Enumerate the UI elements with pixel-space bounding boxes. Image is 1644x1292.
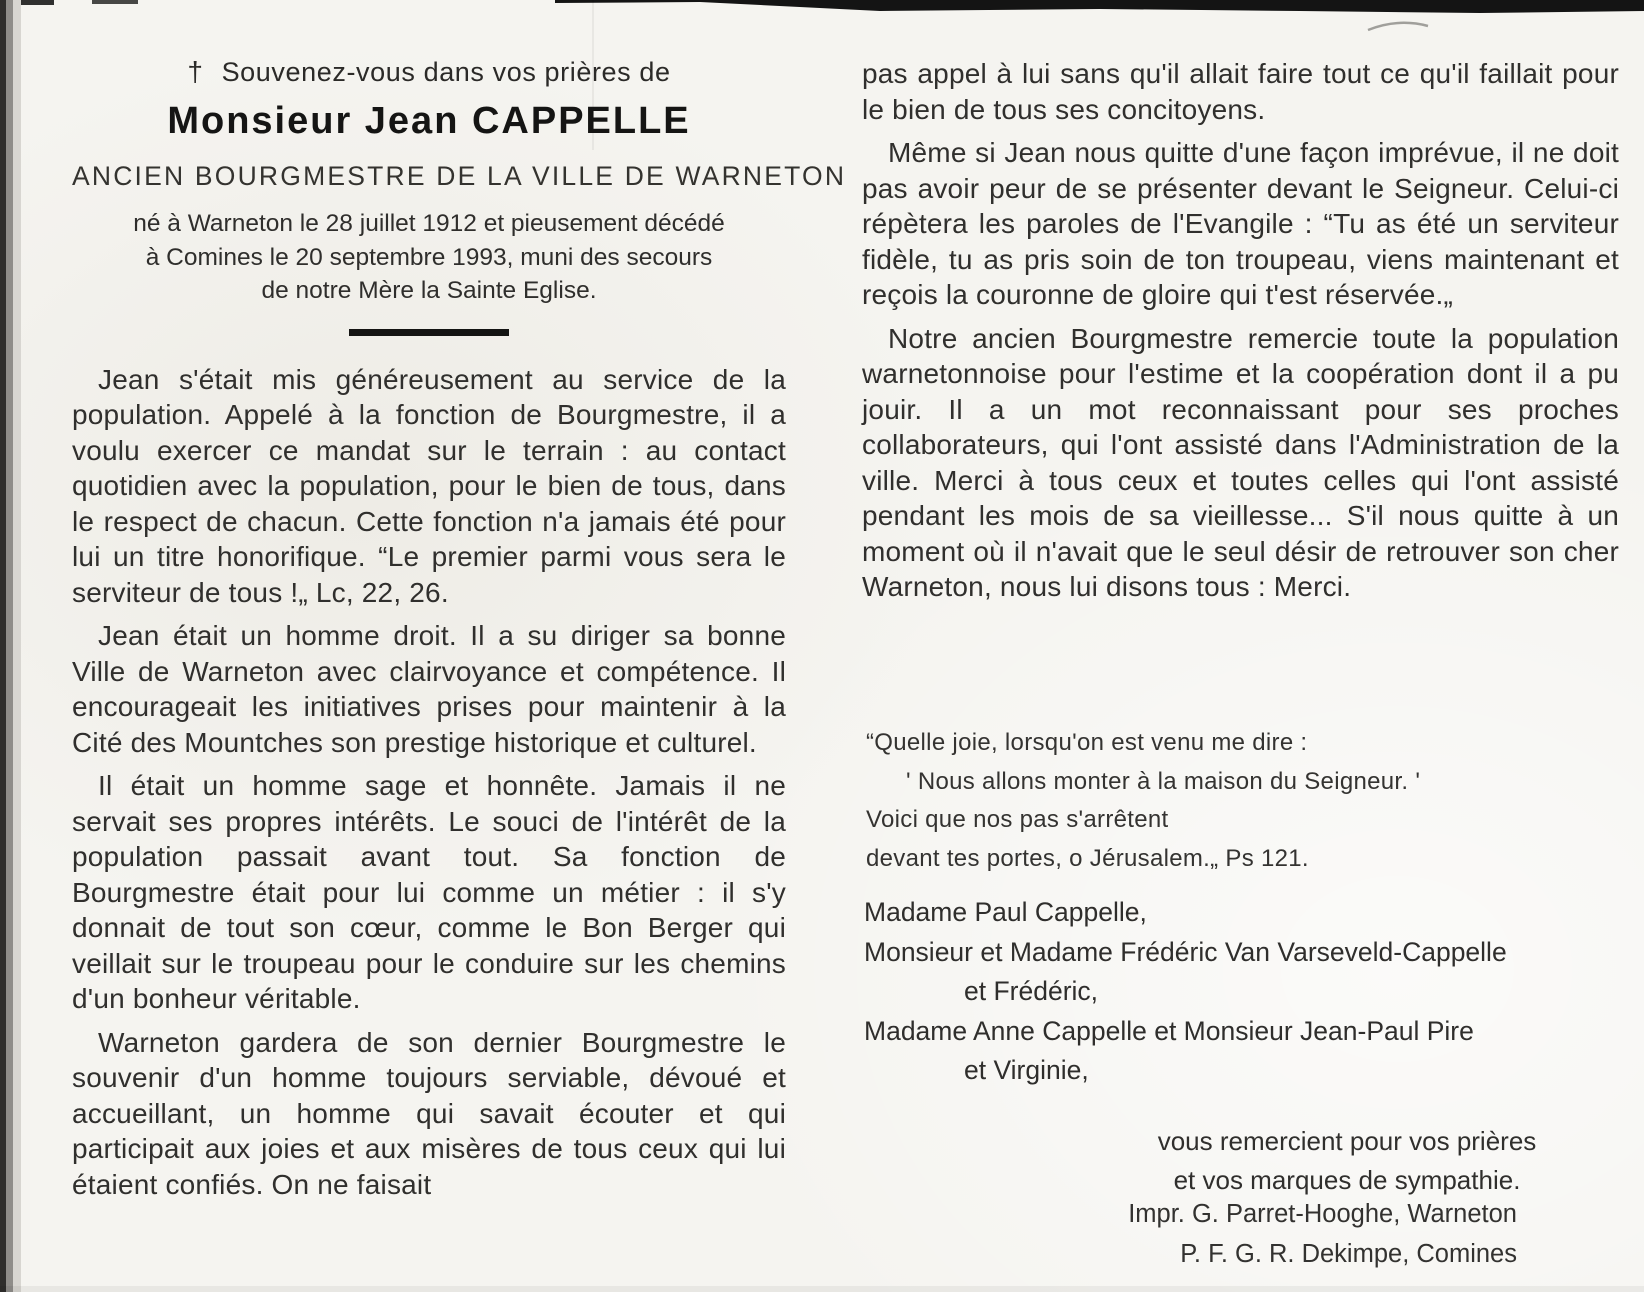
paragraph: Jean était un homme droit. Il a su diriger sa bonne Ville de Warneton avec clairvoyance et compétence. Il encourageait les initiatives prises pour maintenir à la Cité des Mountches son prestige historique et culturel. — [72, 620, 786, 758]
paragraph: Warneton gardera de son dernier Bourgmestre le souvenir d'un homme toujours serviable, dévoué et accueillant, un homme qui savait écouter et qui participait aux joies et aux misères de tous ceux qui lui étaient confiés. On ne faisait — [72, 1026, 786, 1200]
paragraph: pas appel à lui sans qu'il allait faire tout ce qu'il faillait pour le bien de tous ses concitoyens. — [862, 58, 1619, 125]
right-column — [862, 0, 1619, 1292]
psalm-line: “Quelle joie, lorsqu'on est venu me dire : — [866, 729, 1308, 756]
thanks-line: et vos marques de sympathie. — [1173, 1165, 1521, 1195]
psalm-line: Voici que nos pas s'arrêtent — [866, 806, 1169, 833]
vital-dates-line3: de notre Mère la Sainte Eglise. — [261, 277, 597, 304]
scan-artifact-left-edge-mid — [6, 0, 13, 1292]
paragraph: Même si Jean nous quitte d'une façon imprévue, il ne doit pas avoir peur de se présenter devant le Seigneur. Celui-ci répètera les paroles de l'Evangile : “Tu as été un serviteur fidèle, tu as pris soin de ton troupeau, viens maintenant et reçois la couronne de gloire qui t'est réservée.„ — [862, 137, 1619, 310]
vital-dates-line1: né à Warneton le 28 juillet 1912 et pieusement décédé — [133, 210, 725, 237]
psalm-line: ' Nous allons monter à la maison du Seigneur. ' — [906, 767, 1421, 795]
family-member: Madame Anne Cappelle et Monsieur Jean-Paul Pire — [864, 1015, 1474, 1046]
right-column-body — [862, 56, 1619, 605]
family-member: Madame Paul Cappelle, — [864, 897, 1147, 927]
paragraph: Il était un homme sage et honnête. Jamais il ne servait ses propres intérêts. Le souci de l'intérêt de la population passait avant tout. Sa fonction de Bourgmestre était pour lui comme un métier : il s'y donnait de tout son cœur, comme le Bon Berger qui veillait sur le troupeau pour le conduire sur les chemins d'un bonheur véritable. — [72, 770, 786, 1014]
paragraph: Jean s'était mis généreusement au service de la population. Appelé à la fonction de Bourgmestre, il a voulu exercer ce mandat sur le terrain : au contact quotidien avec la population, pour le bien de tous, dans le respect de chacun. Cette fonction n'a jamais été pour lui un titre honorifique. “Le premier parmi vous sera le serviteur de tous !„ Lc, 22, 26. — [72, 363, 786, 608]
thanks-note — [1152, 1122, 1542, 1200]
printer-credit — [862, 1194, 1517, 1274]
psalm-quote — [866, 724, 1623, 878]
cross-icon: † — [187, 56, 204, 87]
printer-line: Impr. G. Parret-Hooghe, Warneton — [1128, 1200, 1517, 1228]
vital-dates — [72, 207, 786, 308]
family-list — [864, 893, 1621, 1091]
family-member: Monsieur et Madame Frédéric Van Varseveld-Cappelle — [864, 936, 1507, 967]
thanks-line: vous remercient pour vos prières — [1157, 1126, 1537, 1156]
invocation-text: Souvenez-vous dans vos prières de — [221, 57, 671, 87]
invocation-line — [72, 56, 786, 88]
vital-dates-line2: à Comines le 20 septembre 1993, muni des secours — [145, 243, 713, 271]
printer-line: P. F. G. R. Dekimpe, Comines — [1180, 1240, 1517, 1268]
psalm-line: devant tes portes, o Jérusalem.„ Ps 121. — [866, 844, 1309, 872]
family-member: et Virginie, — [964, 1055, 1089, 1085]
left-column-body — [72, 362, 786, 1203]
paragraph: Notre ancien Bourgmestre remercie toute la population warnetonnoise pour l'estime et la coopération dont il a pu jouir. Il a un mot reconnaissant pour ses proches collaborateurs, qui l'ont assisté dans l'Administration de la ville. Merci à tous ceux et toutes celles qui l'ont assisté pendant les mois de sa vieillesse... S'il nous quitte à un moment où il n'avait que le seul désir de retrouver son cher Warneton, nous lui disons tous : Merci. — [862, 322, 1619, 602]
deceased-name: Monsieur Jean CAPPELLE — [167, 100, 691, 142]
divider-rule — [349, 329, 509, 336]
deceased-title: ANCIEN BOURGMESTRE DE LA VILLE DE WARNETON — [72, 161, 847, 191]
family-member: et Frédéric, — [964, 976, 1099, 1006]
scan-artifact-left-edge-light — [13, 0, 21, 1292]
left-column — [72, 56, 847, 1202]
